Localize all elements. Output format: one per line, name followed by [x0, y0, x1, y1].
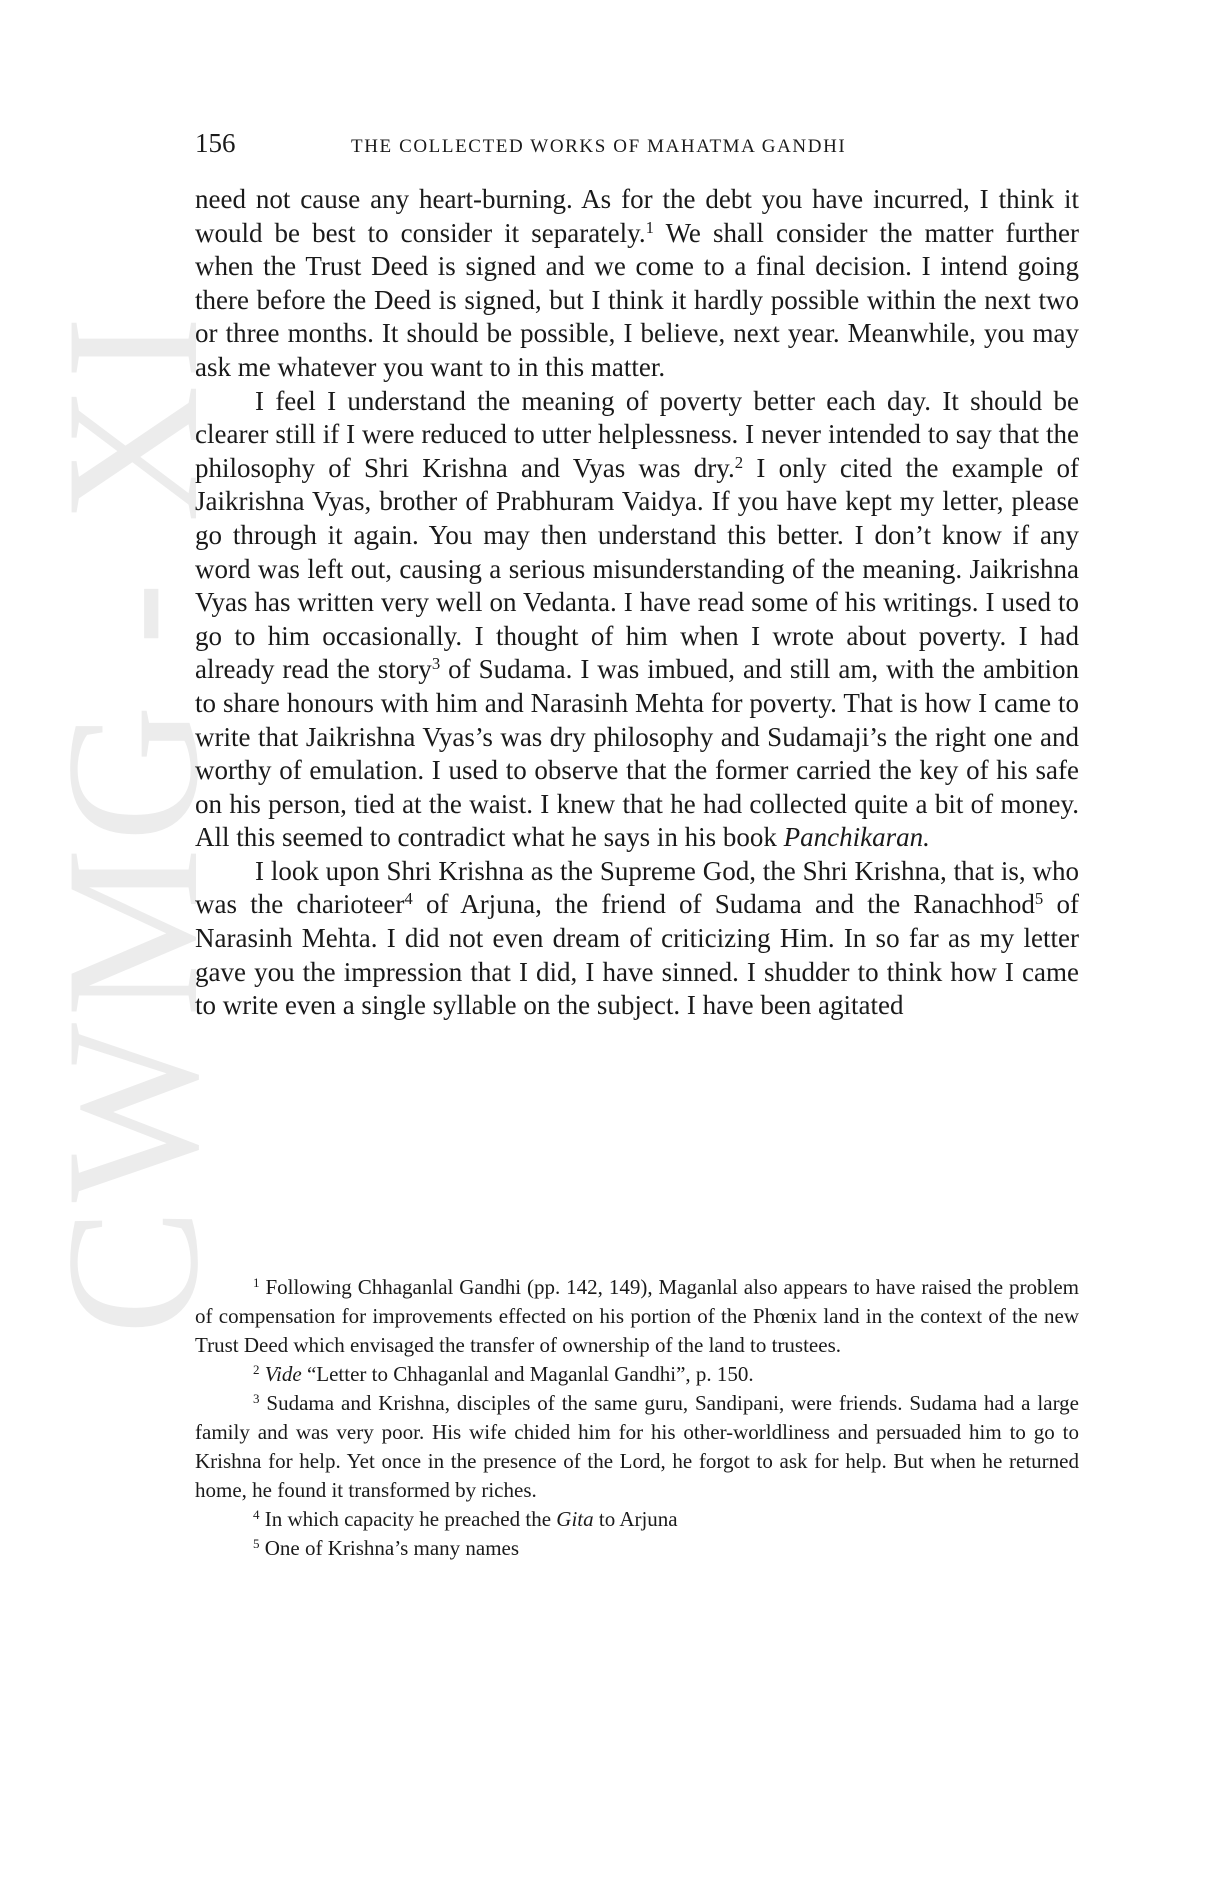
footnote-mark: 5	[253, 1535, 260, 1551]
footnotes	[195, 1273, 1079, 1563]
footnote-gita: Gita	[556, 1507, 594, 1531]
footnote-1	[195, 1273, 1079, 1360]
book-title: Panchikaran.	[783, 822, 930, 853]
footnote-4	[195, 1505, 1079, 1534]
footnote-text: Following Chhaganlal Gandhi (pp. 142, 149), Maganlal also appears to have raised the problem of compensation for improvements effected on his portion of the Phœnix land in the context of the new Trust Deed which envisaged the transfer of ownership of the land to trustees.	[195, 1275, 1079, 1357]
footnote-ref-5: 5	[1034, 889, 1044, 909]
footnote-text: “Letter to Chhaganlal and Maganlal Gandhi”, p. 150.	[301, 1362, 754, 1386]
footnote-5	[195, 1534, 1079, 1563]
text-run: of Sudama. I was imbued, and still am, with the ambition to share honours with him and Narasinh Mehta for poverty. That is how I came to write that Jaikrishna Vyas’s was dry philosophy and Sudamaji’s the right one and worthy of emulation. I used to observe that the former carried the key of his safe on his person, tied at the waist. I knew that he had collected quite a bit of money. All this seemed to contradict what he says in his book	[195, 654, 1080, 853]
running-head	[195, 128, 1079, 168]
running-title: THE COLLECTED WORKS OF MAHATMA GANDHI	[351, 136, 847, 157]
page-number: 156	[195, 128, 236, 158]
text-run: need not cause any heart-burning. As for the debt you have incurred, I think it would be best to consider it separately.	[195, 184, 1079, 248]
footnote-2	[195, 1360, 1079, 1389]
paragraph-3	[195, 855, 1079, 1023]
text-run: of Narasinh Mehta. I did not even dream of criticizing Him. In so far as my letter gave you the impression that I did, I have sinned. I shudder to think how I came to write even a single syllable on the subject. I have been agitated	[195, 889, 1079, 1021]
footnote-text: In which capacity he preached the	[259, 1507, 557, 1531]
text-run: I feel I understand the meaning of poverty better each day. It should be clearer still if I were reduced to utter helplessness. I never intended to say that the philosophy of Shri Krishna and Vyas was dry.	[195, 385, 1079, 483]
footnote-mark: 4	[253, 1506, 260, 1522]
text-run: I look upon Shri Krishna as the Supreme God, the Shri Krishna, that is, who was the charioteer	[195, 855, 1079, 920]
footnote-text: Sudama and Krishna, disciples of the same guru, Sandipani, were friends. Sudama had a large family and was very poor. His wife chided him for his other-worldliness and persuaded him to go to Krishna for help. Yet once in the presence of the Lord, he forgot to ask for help. But when he returned home, he found it transformed by riches.	[195, 1391, 1079, 1502]
text-run: I only cited the example of Jaikrishna Vyas, brother of Prabhuram Vaidya. If you have kept my letter, please go through it again. You may then understand this better. I don’t know if any word was left out, causing a serious misunderstanding of the meaning. Jaikrishna Vyas has written very well on Vedanta. I have read some of his writings. I used to go to him occasionally. I thought of him when I wrote about poverty. I had already read the story	[195, 452, 1079, 685]
paragraph-2	[195, 385, 1079, 855]
paragraph-1	[195, 183, 1079, 385]
text-run: We shall consider the matter further when the Trust Deed is signed and we come to a final decision. I intend going there before the Deed is signed, but I think it hardly possible within the next two or three months. It should be possible, I believe, next year. Meanwhile, you may ask me whatever you want to in this matter.	[195, 217, 1079, 382]
footnote-ref-4: 4	[404, 889, 413, 909]
watermark: CWMG - XI	[28, 310, 238, 1335]
footnote-mark: 2	[253, 1361, 260, 1377]
footnote-mark: 1	[253, 1274, 260, 1290]
footnote-mark: 3	[253, 1390, 260, 1406]
footnote-ref-3: 3	[431, 654, 441, 674]
text-run: of Arjuna, the friend of Sudama and the Ranachhod	[412, 889, 1035, 920]
footnote-vide: Vide	[264, 1362, 302, 1386]
footnote-ref-1: 1	[645, 217, 655, 237]
footnote-text: to Arjuna	[593, 1507, 678, 1531]
body-text	[195, 183, 1079, 1023]
footnote-ref-2: 2	[734, 452, 744, 472]
footnote-text: One of Krishna’s many names	[259, 1536, 520, 1560]
footnote-3	[195, 1389, 1079, 1505]
